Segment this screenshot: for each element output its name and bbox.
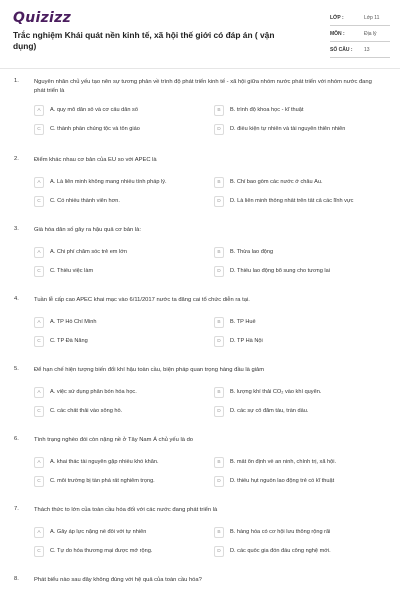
option-d[interactable] bbox=[214, 196, 382, 209]
question-text: Tuần lễ cấp cao APEC khai mạc vào 6/11/2017 nước ta đăng cai tổ chức diễn ra tại. bbox=[34, 297, 250, 303]
option-text: A. khai thác tài nguyên gặp nhiều khó khăn. bbox=[50, 459, 159, 465]
question-text: Phát biểu nào sau đây không đúng với hệ quả của toàn cầu hóa? bbox=[34, 577, 202, 583]
meta-value-subject: Địa lý bbox=[364, 31, 377, 37]
option-d[interactable] bbox=[214, 266, 382, 279]
meta-label-count: SỐ CÂU : bbox=[330, 47, 353, 53]
question-text: Già hóa dân số gây ra hậu quả cơ bản là: bbox=[34, 227, 141, 233]
option-key: D bbox=[214, 196, 224, 207]
worksheet-title: Trắc nghiệm Khái quát nền kinh tế, xã hội thế giới có đáp án ( vận dụng) bbox=[13, 30, 275, 51]
option-a[interactable] bbox=[34, 247, 202, 260]
option-b[interactable] bbox=[214, 527, 382, 540]
option-text: C. Có nhiều thành viên hơn. bbox=[50, 198, 120, 204]
option-text: C. môi trường bị tàn phá rất nghiêm trọng. bbox=[50, 478, 155, 484]
option-text: A. TP Hồ Chí Minh bbox=[50, 319, 97, 325]
option-key: A bbox=[34, 457, 44, 468]
question-number: 8. bbox=[14, 576, 19, 582]
option-text: A. quy mô dân số và cơ cấu dân số bbox=[50, 107, 138, 113]
option-key: A bbox=[34, 317, 44, 328]
option-key: C bbox=[34, 406, 44, 417]
worksheet-meta bbox=[330, 12, 390, 60]
meta-row-class bbox=[330, 12, 390, 26]
meta-value-count: 13 bbox=[364, 47, 370, 53]
option-a[interactable] bbox=[34, 177, 202, 190]
quizizz-logo: Quizizz bbox=[13, 10, 72, 26]
option-a[interactable] bbox=[34, 387, 202, 400]
question-text: Điểm khác nhau cơ bản của EU so với APEC là bbox=[34, 157, 157, 163]
option-b[interactable] bbox=[214, 105, 382, 118]
option-key: B bbox=[214, 317, 224, 328]
option-text: C. các chất thải vào sông hồ. bbox=[50, 408, 123, 414]
option-d[interactable] bbox=[214, 546, 382, 559]
option-key: D bbox=[214, 336, 224, 347]
option-text: D. Thiếu lao động bổ sung cho tương lai bbox=[230, 268, 330, 274]
option-key: D bbox=[214, 266, 224, 277]
question-number: 7. bbox=[14, 506, 19, 512]
option-text: D. các quốc gia đón đầu công nghệ mới. bbox=[230, 548, 331, 554]
option-text: D. Là liên minh thống nhất trên tất cả các lĩnh vực bbox=[230, 198, 354, 204]
option-b[interactable] bbox=[214, 177, 382, 190]
option-text: A. việc sử dụng phân bón hóa học. bbox=[50, 389, 137, 395]
option-key: D bbox=[214, 546, 224, 557]
option-a[interactable] bbox=[34, 317, 202, 330]
option-text: B. Thừa lao động bbox=[230, 249, 274, 255]
question-number: 1. bbox=[14, 78, 19, 84]
option-a[interactable] bbox=[34, 457, 202, 470]
option-text: B. mất ổn định về an ninh, chính trị, xã hội. bbox=[230, 459, 337, 465]
option-key: B bbox=[214, 527, 224, 538]
option-key: B bbox=[214, 105, 224, 116]
option-c[interactable] bbox=[34, 196, 202, 209]
option-key: B bbox=[214, 387, 224, 398]
option-c[interactable] bbox=[34, 124, 202, 137]
question-number: 6. bbox=[14, 436, 19, 442]
option-text: A. Là liên minh không mang nhiều tính pháp lý. bbox=[50, 179, 167, 185]
option-text: B. trình độ khoa học - kĩ thuật bbox=[230, 107, 304, 113]
option-key: D bbox=[214, 406, 224, 417]
worksheet-header bbox=[0, 0, 400, 68]
option-key: B bbox=[214, 177, 224, 188]
option-b[interactable] bbox=[214, 457, 382, 470]
option-key: C bbox=[34, 336, 44, 347]
option-text: D. điều kiện tự nhiên và tài nguyên thiên nhiên bbox=[230, 126, 346, 132]
option-key: D bbox=[214, 124, 224, 135]
option-key: C bbox=[34, 546, 44, 557]
option-text: C. Thiếu việc làm bbox=[50, 268, 94, 274]
option-text: C. Tự do hóa thương mại được mở rộng. bbox=[50, 548, 153, 554]
question-number: 4. bbox=[14, 296, 19, 302]
option-key: A bbox=[34, 177, 44, 188]
meta-row-subject bbox=[330, 28, 390, 42]
question-number: 2. bbox=[14, 156, 19, 162]
meta-row-count bbox=[330, 44, 390, 58]
option-text: B. hàng hóa có cơ hội lưu thông rộng rãi bbox=[230, 529, 331, 535]
option-key: B bbox=[214, 247, 224, 258]
option-d[interactable] bbox=[214, 336, 382, 349]
option-text: D. TP Hà Nội bbox=[230, 338, 263, 344]
question-text: Nguyên nhân chủ yếu tạo nên sự tương phản về trình độ phát triển kinh tế - xã hội giữa nhóm nước phát triển với nhóm nước đang phát triển là bbox=[34, 79, 372, 94]
option-a[interactable] bbox=[34, 527, 202, 540]
question-number: 3. bbox=[14, 226, 19, 232]
option-b[interactable] bbox=[214, 317, 382, 330]
option-key: C bbox=[34, 266, 44, 277]
option-key: A bbox=[34, 247, 44, 258]
meta-value-class: Lớp 11 bbox=[364, 15, 380, 21]
option-key: D bbox=[214, 476, 224, 487]
option-c[interactable] bbox=[34, 266, 202, 279]
question-text: Tình trạng nghèo đói còn nặng nề ở Tây Nam Á chủ yếu là do bbox=[34, 437, 194, 443]
option-c[interactable] bbox=[34, 336, 202, 349]
option-text: A. Gây áp lực nặng nề đối với tự nhiên bbox=[50, 529, 147, 535]
option-text: B. Chỉ bao gồm các nước ở châu Âu. bbox=[230, 179, 323, 185]
header-divider bbox=[0, 68, 400, 69]
option-text: D. các sự cố đắm tàu, tràn dầu. bbox=[230, 408, 309, 414]
option-key: C bbox=[34, 124, 44, 135]
question-number: 5. bbox=[14, 366, 19, 372]
option-text: C. TP Đà Nẵng bbox=[50, 338, 88, 344]
option-key: B bbox=[214, 457, 224, 468]
option-b[interactable] bbox=[214, 247, 382, 260]
option-c[interactable] bbox=[34, 476, 202, 489]
option-key: A bbox=[34, 387, 44, 398]
option-text: A. Chi phí chăm sóc trẻ em lớn bbox=[50, 249, 128, 255]
meta-label-subject: MÔN : bbox=[330, 31, 345, 37]
option-b[interactable] bbox=[214, 387, 382, 400]
option-text: B. TP Huế bbox=[230, 319, 256, 325]
option-d[interactable] bbox=[214, 476, 382, 489]
option-text: C. thành phần chủng tộc và tôn giáo bbox=[50, 126, 140, 132]
option-a[interactable] bbox=[34, 105, 202, 118]
option-key: A bbox=[34, 527, 44, 538]
option-c[interactable] bbox=[34, 546, 202, 559]
option-text: B. lượng khí thải CO₂ vào khí quyển. bbox=[230, 389, 322, 395]
option-d[interactable] bbox=[214, 406, 382, 419]
meta-label-class: LỚP : bbox=[330, 15, 344, 21]
question-text: Để hạn chế hiện tượng biến đổi khí hậu toàn cầu, biện pháp quan trọng hàng đầu là giảm bbox=[34, 367, 265, 373]
option-text: D. thiếu hụt nguồn lao động trẻ có kĩ thuật bbox=[230, 478, 335, 484]
option-d[interactable] bbox=[214, 124, 382, 137]
option-key: C bbox=[34, 476, 44, 487]
option-c[interactable] bbox=[34, 406, 202, 419]
option-key: A bbox=[34, 105, 44, 116]
option-key: C bbox=[34, 196, 44, 207]
question-text: Thách thức to lớn của toàn cầu hóa đối với các nước đang phát triển là bbox=[34, 507, 218, 513]
